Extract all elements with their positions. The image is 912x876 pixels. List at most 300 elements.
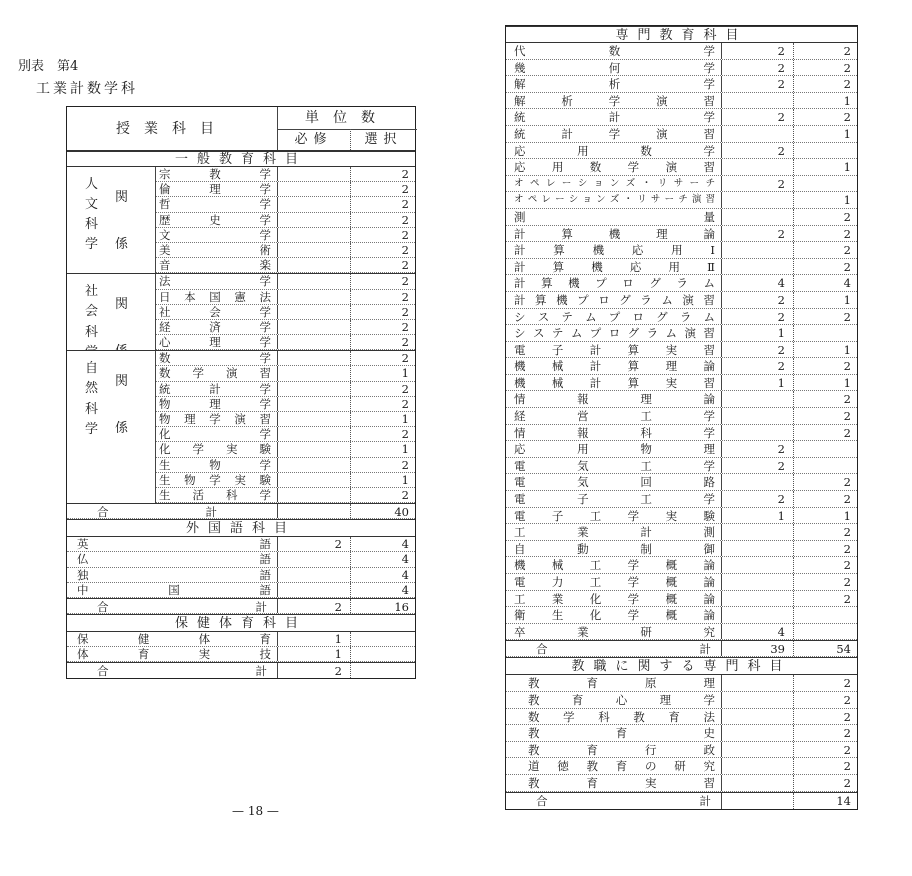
required-units: 1 bbox=[777, 508, 785, 523]
subject-name: 統 計 学 演 習 bbox=[514, 126, 715, 141]
required-units bbox=[721, 692, 793, 708]
column-divider bbox=[721, 292, 722, 308]
subject-name: 経 済 学 bbox=[159, 319, 271, 334]
group-label-suffix: 関 bbox=[115, 297, 129, 313]
subject-name: 教 育 史 bbox=[528, 726, 715, 741]
required-units bbox=[277, 397, 350, 411]
column-divider bbox=[721, 226, 722, 242]
elective-units: 2 bbox=[843, 243, 851, 258]
table-row bbox=[506, 408, 857, 425]
column-divider bbox=[793, 60, 794, 76]
total-row bbox=[67, 503, 415, 519]
elective-units: 1 bbox=[843, 342, 851, 357]
column-divider bbox=[793, 209, 794, 225]
column-divider bbox=[793, 524, 794, 540]
required-units bbox=[721, 709, 793, 725]
table-row bbox=[506, 93, 857, 110]
elective-units: 2 bbox=[843, 44, 851, 58]
column-divider bbox=[350, 427, 351, 441]
required-units: 2 bbox=[777, 342, 785, 357]
column-divider bbox=[277, 412, 278, 426]
elective-units: 14 bbox=[836, 793, 851, 808]
column-divider bbox=[277, 305, 278, 319]
elective-units: 4 bbox=[401, 582, 409, 597]
column-divider bbox=[721, 541, 722, 557]
subject-name: 電 子 計 算 実 習 bbox=[514, 342, 715, 357]
required-units: 2 bbox=[777, 44, 785, 58]
required-units bbox=[277, 382, 350, 396]
required-units bbox=[721, 408, 793, 424]
group-label-suffix: 関係 bbox=[115, 374, 129, 437]
elective-units: 2 bbox=[401, 227, 409, 242]
required-units: 1 bbox=[777, 326, 785, 341]
column-divider bbox=[350, 473, 351, 487]
column-divider bbox=[721, 93, 722, 109]
elective-units: 2 bbox=[843, 409, 851, 424]
required-units: 2 bbox=[777, 77, 785, 92]
required-units bbox=[277, 213, 350, 227]
column-divider bbox=[793, 641, 794, 656]
column-divider bbox=[793, 143, 794, 159]
subject-name: 電 子 工 学 bbox=[514, 492, 715, 507]
department-title: 工業計数学科 bbox=[36, 81, 138, 97]
elective-units: 2 bbox=[401, 197, 409, 212]
required-units bbox=[721, 541, 793, 557]
column-divider bbox=[277, 632, 278, 646]
column-divider bbox=[721, 192, 722, 208]
elective-units bbox=[350, 647, 417, 661]
column-divider bbox=[277, 382, 278, 396]
required-units bbox=[277, 412, 350, 426]
subject-name: 仏 語 bbox=[77, 552, 271, 567]
subject-name: 物 理 学 bbox=[159, 396, 271, 411]
column-divider bbox=[793, 176, 794, 192]
required-units bbox=[721, 574, 793, 590]
column-divider bbox=[350, 663, 351, 678]
column-divider bbox=[277, 197, 278, 211]
required-units bbox=[721, 775, 793, 791]
subject-name: 応 用 数 学 bbox=[514, 143, 715, 158]
column-divider bbox=[277, 427, 278, 441]
subject-name: 工 業 計 測 bbox=[514, 525, 715, 540]
column-divider bbox=[350, 305, 351, 319]
column-divider bbox=[793, 675, 794, 691]
table-header bbox=[67, 107, 415, 151]
column-divider bbox=[277, 473, 278, 487]
required-units: 2 bbox=[334, 537, 342, 552]
column-divider bbox=[721, 76, 722, 92]
column-divider bbox=[793, 259, 794, 275]
required-units bbox=[721, 159, 793, 175]
column-divider bbox=[793, 192, 794, 208]
column-divider bbox=[721, 441, 722, 457]
elective-units bbox=[350, 663, 417, 678]
subject-name: 教 育 実 習 bbox=[528, 775, 715, 790]
subject-name: 機 械 計 算 理 論 bbox=[514, 359, 715, 374]
required-units: 2 bbox=[777, 442, 785, 457]
table-row bbox=[67, 568, 415, 583]
subject-name: シ ス テ ム プ ロ グ ラ ム bbox=[514, 309, 715, 324]
column-divider bbox=[721, 758, 722, 774]
column-divider bbox=[350, 335, 351, 349]
column-divider bbox=[277, 182, 278, 196]
column-divider bbox=[793, 742, 794, 758]
column-divider bbox=[350, 274, 351, 288]
column-divider bbox=[277, 243, 278, 257]
elective-units: 2 bbox=[843, 110, 851, 125]
column-divider bbox=[721, 508, 722, 524]
table-row bbox=[506, 259, 857, 276]
elective-units: 2 bbox=[843, 492, 851, 507]
column-divider bbox=[277, 504, 278, 518]
table-row bbox=[506, 275, 857, 292]
column-divider bbox=[350, 182, 351, 196]
column-divider bbox=[721, 474, 722, 490]
required-units bbox=[277, 473, 350, 487]
column-divider bbox=[793, 325, 794, 341]
elective-units bbox=[793, 624, 859, 640]
required-units bbox=[721, 557, 793, 573]
required-units: 1 bbox=[334, 631, 342, 646]
elective-units: 2 bbox=[843, 392, 851, 407]
elective-units: 2 bbox=[401, 351, 409, 366]
required-units: 2 bbox=[777, 176, 785, 191]
column-divider bbox=[721, 143, 722, 159]
column-divider bbox=[277, 599, 278, 613]
elective-units: 1 bbox=[401, 472, 409, 487]
column-divider bbox=[793, 541, 794, 557]
required-units: 2 bbox=[777, 60, 785, 75]
elective-units: 1 bbox=[843, 375, 851, 390]
table-row bbox=[506, 541, 857, 558]
subject-name: 美 術 bbox=[159, 242, 271, 257]
table-row bbox=[506, 441, 857, 458]
subject-name: 道 徳 教 育 の 研 究 bbox=[528, 759, 715, 774]
subject-name: 体 育 実 技 bbox=[77, 647, 271, 662]
column-divider bbox=[793, 126, 794, 142]
subject-name: 社 会 学 bbox=[159, 304, 271, 319]
table-row bbox=[506, 607, 857, 624]
subject-name: 測 量 bbox=[514, 209, 715, 224]
table-row bbox=[506, 342, 857, 359]
elective-units: 2 bbox=[843, 775, 851, 790]
subject-name: 数 学 演 習 bbox=[159, 366, 271, 381]
column-divider bbox=[793, 692, 794, 708]
subject-name: 計 算 機 応 用 Ⅰ bbox=[514, 243, 715, 258]
required-units bbox=[721, 192, 793, 208]
column-divider bbox=[350, 351, 351, 365]
column-divider bbox=[793, 292, 794, 308]
column-divider bbox=[721, 309, 722, 325]
elective-units: 2 bbox=[401, 396, 409, 411]
subject-name: 生 物 学 bbox=[159, 457, 271, 472]
column-divider bbox=[721, 591, 722, 607]
required-units bbox=[721, 524, 793, 540]
column-divider bbox=[277, 335, 278, 349]
elective-units: 4 bbox=[401, 537, 409, 552]
total-row bbox=[506, 792, 857, 809]
table-row bbox=[506, 325, 857, 342]
table-row bbox=[506, 176, 857, 193]
column-divider bbox=[721, 408, 722, 424]
elective-units: 2 bbox=[843, 475, 851, 490]
subject-name: 中 国 語 bbox=[77, 582, 271, 597]
column-divider bbox=[793, 391, 794, 407]
elective-units bbox=[350, 632, 417, 646]
column-divider bbox=[721, 109, 722, 125]
column-divider bbox=[350, 320, 351, 334]
section-title-general: 一般教育科目 bbox=[67, 151, 415, 167]
table-row bbox=[506, 758, 857, 775]
required-units bbox=[721, 93, 793, 109]
table-row bbox=[506, 675, 857, 692]
subject-name: 合 計 bbox=[97, 599, 267, 613]
subject-name: 教 育 原 理 bbox=[528, 676, 715, 691]
section-title-special: 専門教育科目 bbox=[506, 26, 857, 43]
column-divider bbox=[721, 275, 722, 291]
subject-name: 教 育 心 理 学 bbox=[528, 692, 715, 707]
column-divider bbox=[350, 537, 351, 551]
group-label-suffix: 関係 bbox=[115, 190, 129, 252]
subject-name: 卒 業 研 究 bbox=[514, 624, 715, 639]
column-divider bbox=[350, 412, 351, 426]
table-row bbox=[67, 647, 415, 662]
column-divider bbox=[793, 591, 794, 607]
column-divider bbox=[350, 258, 351, 272]
header-units: 単位数 bbox=[277, 107, 417, 130]
column-divider bbox=[793, 508, 794, 524]
elective-units: 2 bbox=[401, 167, 409, 181]
elective-units: 1 bbox=[843, 508, 851, 523]
column-divider bbox=[721, 259, 722, 275]
required-units bbox=[277, 320, 350, 334]
subject-name: 統 計 学 bbox=[514, 110, 715, 125]
table-row bbox=[506, 226, 857, 243]
subject-name: 心 理 学 bbox=[159, 335, 271, 350]
required-units bbox=[721, 242, 793, 258]
elective-units: 2 bbox=[843, 676, 851, 691]
column-divider bbox=[277, 213, 278, 227]
column-divider bbox=[793, 491, 794, 507]
subject-name: 解 析 学 演 習 bbox=[514, 93, 715, 108]
subject-group bbox=[67, 350, 415, 503]
column-divider bbox=[277, 167, 278, 181]
column-divider bbox=[721, 641, 722, 656]
column-divider bbox=[721, 458, 722, 474]
subject-name: 歴 史 学 bbox=[159, 212, 271, 227]
column-divider bbox=[721, 43, 722, 59]
required-units bbox=[721, 793, 793, 809]
column-divider bbox=[793, 242, 794, 258]
subject-group bbox=[67, 273, 415, 350]
required-units: 2 bbox=[777, 143, 785, 158]
subject-name: 計 算 機 プ ロ グ ラ ム 演 習 bbox=[514, 292, 715, 307]
required-units: 2 bbox=[334, 599, 342, 613]
required-units bbox=[277, 583, 350, 597]
required-units bbox=[277, 504, 350, 518]
elective-units: 40 bbox=[394, 505, 409, 519]
column-divider bbox=[350, 366, 351, 380]
required-units bbox=[277, 335, 350, 349]
required-units bbox=[721, 742, 793, 758]
table-row bbox=[506, 60, 857, 77]
elective-units: 2 bbox=[401, 319, 409, 334]
column-divider bbox=[793, 159, 794, 175]
subject-name: 計 算 機 プ ロ グ ラ ム bbox=[514, 276, 715, 291]
column-divider bbox=[350, 213, 351, 227]
required-units bbox=[277, 258, 350, 272]
elective-units: 2 bbox=[843, 60, 851, 75]
column-divider bbox=[350, 290, 351, 304]
required-units: 2 bbox=[334, 664, 342, 679]
table-row bbox=[506, 692, 857, 709]
table-row bbox=[67, 632, 415, 647]
elective-units bbox=[793, 325, 859, 341]
section-title-health: 保健体育科目 bbox=[67, 614, 415, 632]
total-row bbox=[67, 598, 415, 614]
table-row bbox=[506, 524, 857, 541]
elective-units: 2 bbox=[843, 209, 851, 224]
elective-units: 2 bbox=[843, 259, 851, 274]
elective-units: 2 bbox=[401, 335, 409, 350]
subject-name: 生 物 学 実 験 bbox=[159, 472, 271, 487]
subject-name: 英 語 bbox=[77, 537, 271, 552]
elective-units: 2 bbox=[843, 742, 851, 757]
column-divider bbox=[277, 366, 278, 380]
required-units bbox=[277, 274, 350, 288]
column-divider bbox=[277, 488, 278, 502]
subject-name: 機 械 計 算 実 習 bbox=[514, 375, 715, 390]
elective-units: 2 bbox=[401, 487, 409, 502]
elective-units: 2 bbox=[843, 726, 851, 741]
table-row bbox=[67, 537, 415, 552]
table-row bbox=[506, 725, 857, 742]
column-divider bbox=[350, 458, 351, 472]
column-divider bbox=[277, 274, 278, 288]
subject-name: オ ペ レ ー シ ョ ン ズ ・ リ サ ー チ 演 習 bbox=[514, 194, 715, 206]
elective-units: 2 bbox=[401, 289, 409, 304]
column-divider bbox=[277, 552, 278, 566]
subject-name: 数 学 bbox=[159, 351, 271, 366]
elective-units: 2 bbox=[401, 182, 409, 197]
elective-units: 2 bbox=[843, 425, 851, 440]
column-divider bbox=[350, 197, 351, 211]
table-row bbox=[506, 126, 857, 143]
subject-name: 応 用 数 学 演 習 bbox=[514, 160, 715, 175]
subject-name: 情 報 理 論 bbox=[514, 392, 715, 407]
elective-units: 2 bbox=[843, 309, 851, 324]
subject-name: 解 析 学 bbox=[514, 77, 715, 92]
subject-name: 情 報 科 学 bbox=[514, 425, 715, 440]
required-units bbox=[721, 758, 793, 774]
header-subject: 授業科目 bbox=[116, 121, 228, 137]
elective-units: 2 bbox=[843, 575, 851, 589]
column-divider bbox=[793, 574, 794, 590]
subject-name: 合 計 bbox=[97, 664, 267, 679]
table-row bbox=[506, 242, 857, 259]
table-row bbox=[506, 375, 857, 392]
required-units: 39 bbox=[770, 642, 785, 657]
column-divider bbox=[350, 632, 351, 646]
elective-units: 2 bbox=[843, 525, 851, 540]
subject-name: 化 学 bbox=[159, 427, 271, 442]
required-units bbox=[721, 259, 793, 275]
column-divider bbox=[721, 624, 722, 640]
table-row bbox=[506, 491, 857, 508]
table-row bbox=[506, 159, 857, 176]
subject-name: 計 算 機 理 論 bbox=[514, 226, 715, 241]
column-divider bbox=[350, 583, 351, 597]
elective-units bbox=[793, 441, 859, 457]
group-label bbox=[67, 351, 156, 503]
column-divider bbox=[350, 442, 351, 456]
required-units bbox=[721, 391, 793, 407]
column-divider bbox=[721, 425, 722, 441]
subject-name: 音 楽 bbox=[159, 258, 271, 273]
subject-name: 機 械 工 学 概 論 bbox=[514, 558, 715, 573]
subject-name: 独 語 bbox=[77, 567, 271, 582]
right-curriculum-table bbox=[505, 25, 858, 810]
column-divider bbox=[277, 663, 278, 678]
subject-name: 電 力 工 学 概 論 bbox=[514, 575, 715, 589]
elective-units: 1 bbox=[843, 292, 851, 307]
subject-name: 文 学 bbox=[159, 227, 271, 242]
elective-units: 2 bbox=[843, 77, 851, 92]
column-divider bbox=[277, 397, 278, 411]
group-label-main: 人文科学 bbox=[85, 177, 99, 253]
elective-units: 2 bbox=[401, 427, 409, 442]
table-row bbox=[506, 557, 857, 574]
subject-group bbox=[67, 167, 415, 273]
table-row bbox=[506, 292, 857, 309]
subject-name: 電 子 工 学 実 験 bbox=[514, 508, 715, 523]
elective-units: 2 bbox=[843, 226, 851, 241]
column-divider bbox=[350, 397, 351, 411]
required-units bbox=[721, 591, 793, 607]
table-row bbox=[506, 574, 857, 591]
required-units: 2 bbox=[777, 309, 785, 324]
column-divider bbox=[793, 109, 794, 125]
header-elective: 選択 bbox=[364, 132, 403, 147]
table-row bbox=[506, 309, 857, 326]
column-divider bbox=[793, 474, 794, 490]
subject-name: 物 理 学 演 習 bbox=[159, 412, 271, 426]
column-divider bbox=[277, 442, 278, 456]
total-row bbox=[506, 640, 857, 657]
required-units: 2 bbox=[777, 110, 785, 125]
column-divider bbox=[721, 709, 722, 725]
subject-name: 化 学 実 験 bbox=[159, 442, 271, 457]
column-divider bbox=[793, 458, 794, 474]
elective-units: 2 bbox=[843, 359, 851, 374]
column-divider bbox=[721, 574, 722, 590]
table-row bbox=[506, 391, 857, 408]
column-divider bbox=[277, 537, 278, 551]
column-divider bbox=[350, 504, 351, 518]
column-divider bbox=[793, 309, 794, 325]
required-units bbox=[277, 442, 350, 456]
column-divider bbox=[721, 126, 722, 142]
elective-units bbox=[793, 143, 859, 159]
required-units bbox=[277, 228, 350, 242]
required-units: 2 bbox=[777, 359, 785, 374]
required-units bbox=[277, 197, 350, 211]
table-row bbox=[506, 192, 857, 209]
table-row bbox=[506, 209, 857, 226]
column-divider bbox=[793, 441, 794, 457]
elective-units: 2 bbox=[843, 591, 851, 606]
table-row bbox=[506, 508, 857, 525]
